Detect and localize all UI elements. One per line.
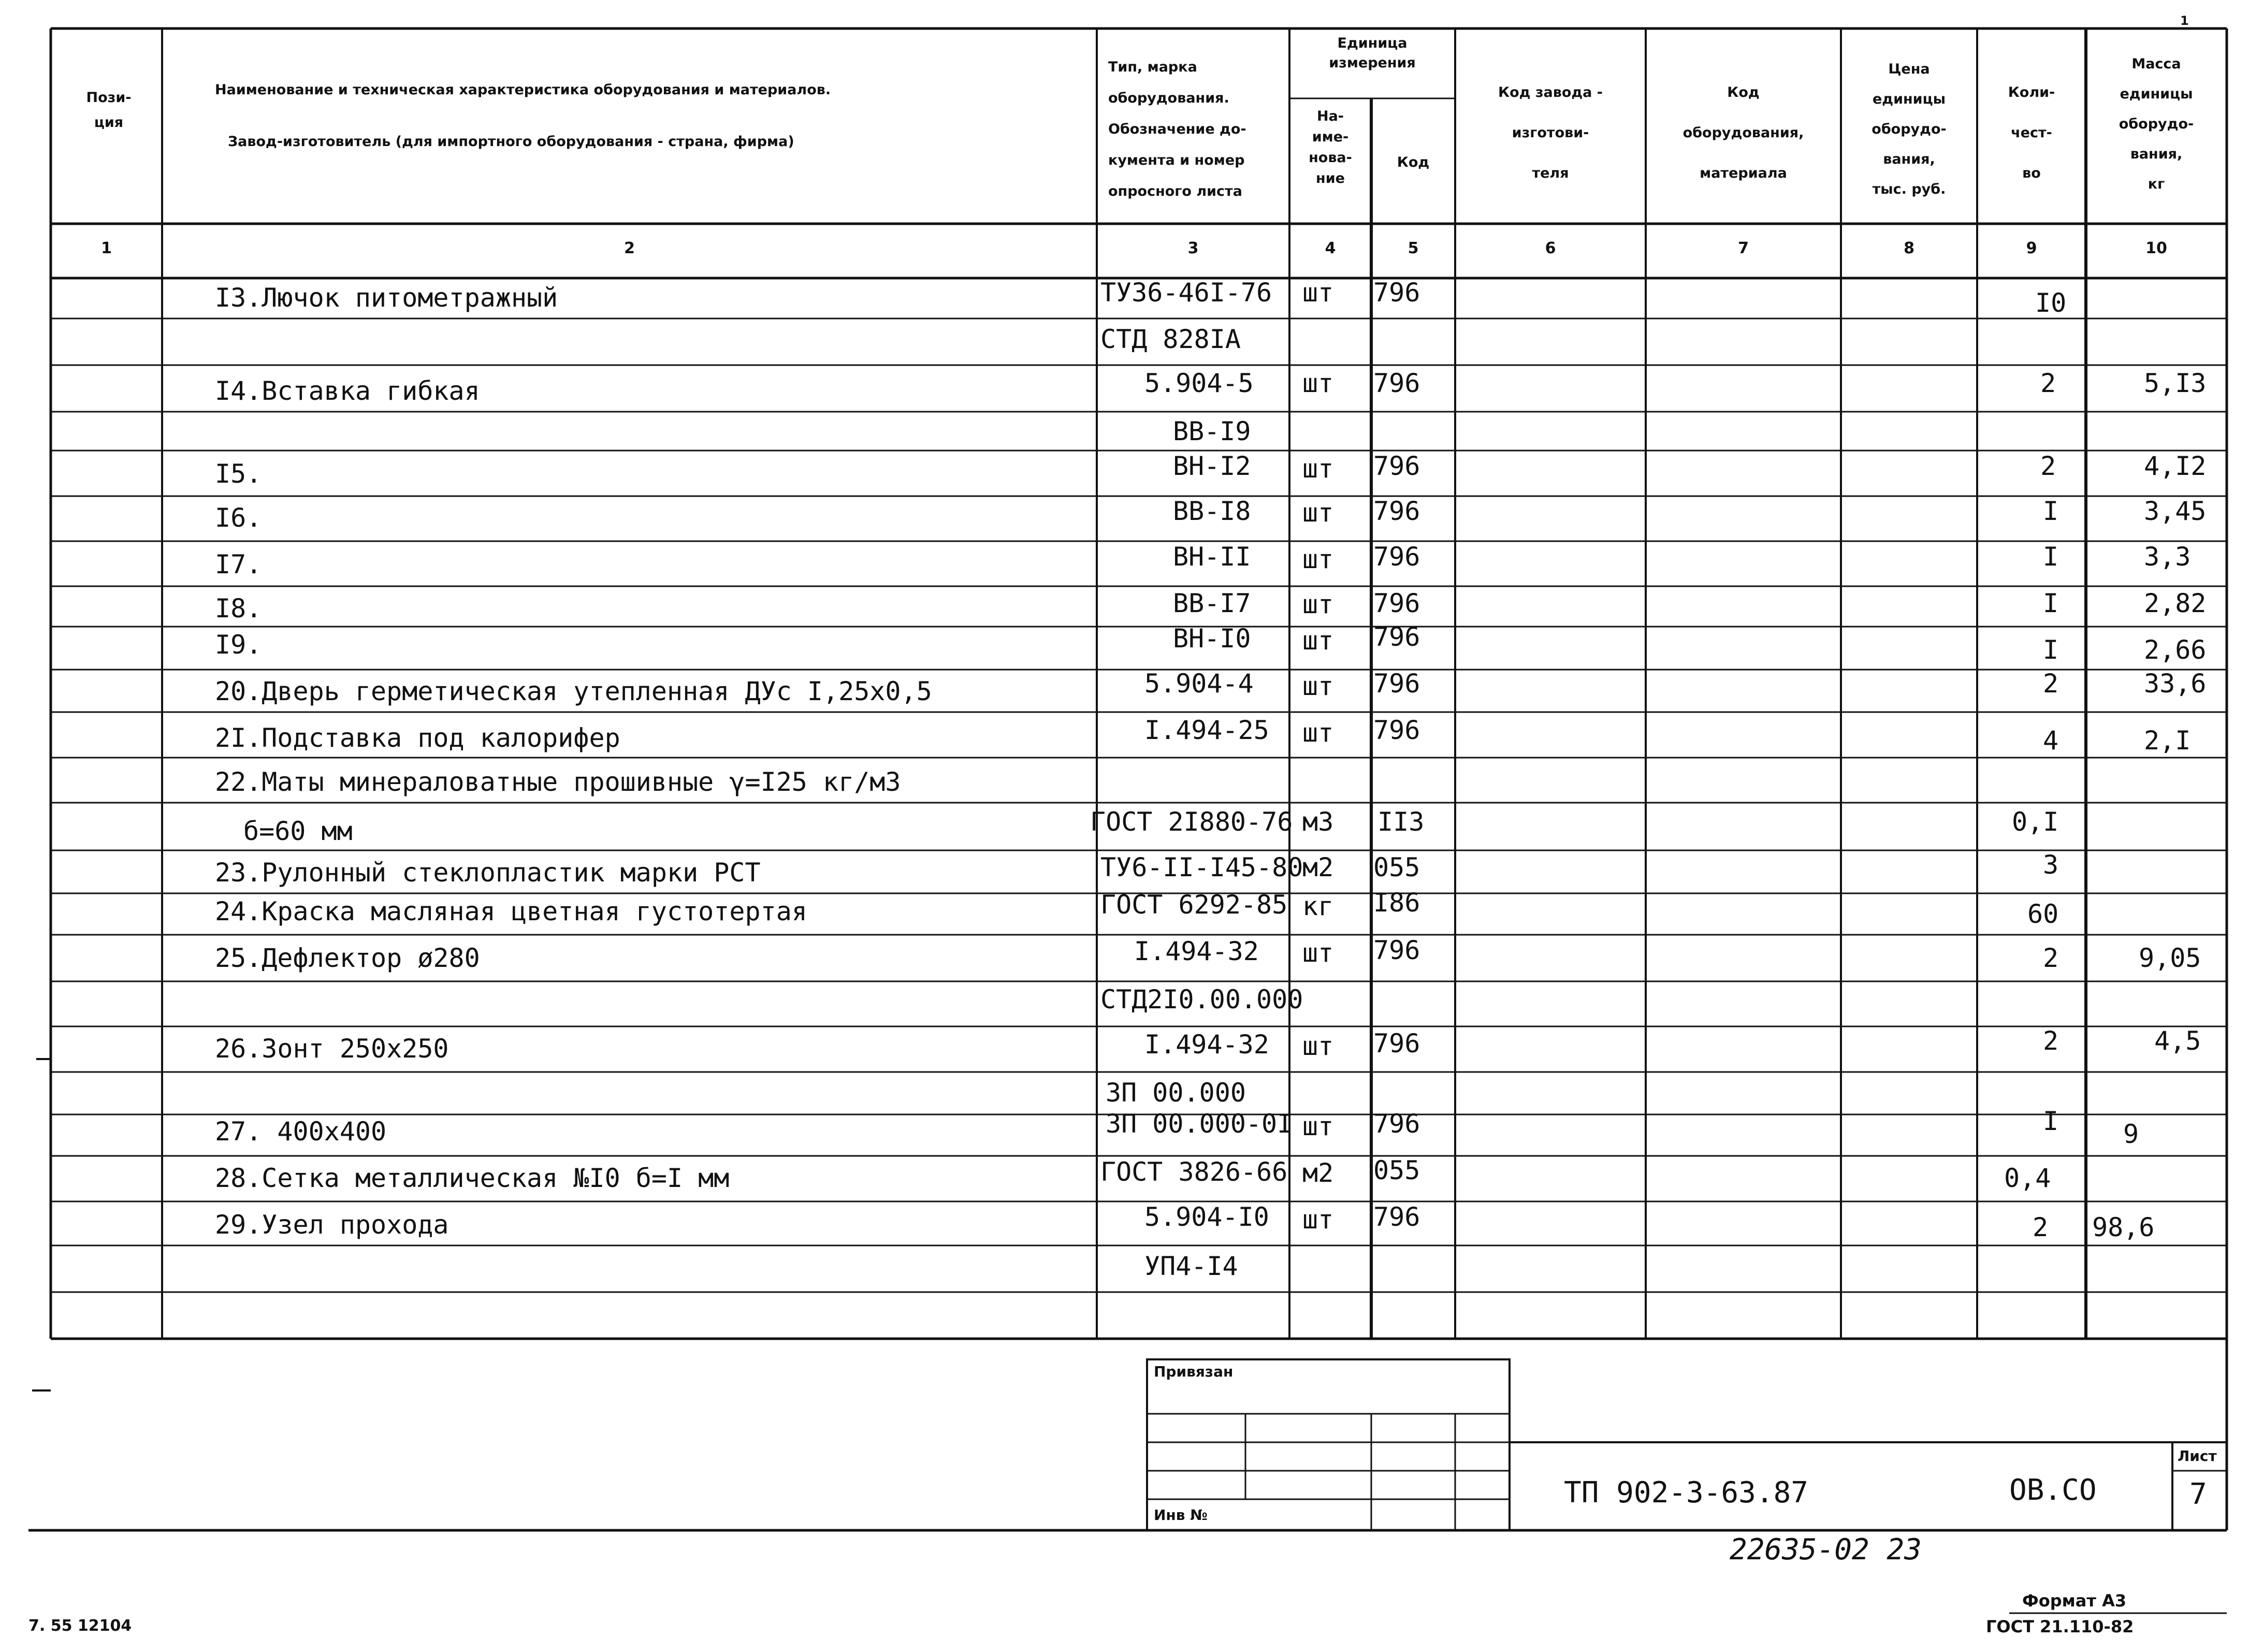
- column-number: 1: [101, 239, 112, 257]
- header-factory-code: Код завода - изготови- теля: [1498, 84, 1603, 181]
- row-name: I5.: [215, 459, 262, 489]
- stamp-privyazan: Привязан: [1154, 1363, 1234, 1380]
- row-code: 796: [1373, 368, 1420, 398]
- row-code: I86: [1373, 888, 1420, 918]
- row-qty: I: [2043, 635, 2059, 665]
- row-name: б=60 мм: [243, 816, 353, 846]
- gost-label: ГОСТ 21.110-82: [1986, 1617, 2134, 1636]
- row-code: 796: [1373, 588, 1420, 618]
- row-type: СТД2I0.00.000: [1100, 984, 1303, 1015]
- stamp-inventory: Инв №: [1154, 1506, 1208, 1524]
- row-type: ТУ6-II-I45-80: [1100, 852, 1303, 882]
- row-name: I9.: [215, 630, 262, 660]
- row-unit: шт: [1302, 1031, 1334, 1061]
- row-code: 796: [1373, 1109, 1420, 1139]
- row-name: 25.Дефлектор ø280: [215, 943, 480, 973]
- row-unit: шт: [1302, 368, 1334, 398]
- row-unit: шт: [1302, 498, 1334, 528]
- header-position: Пози- ция: [86, 90, 132, 131]
- row-name: I8.: [215, 593, 262, 624]
- row-code: 796: [1373, 669, 1420, 699]
- sheet-label: Лист: [2178, 1447, 2217, 1465]
- row-qty: I: [2043, 496, 2059, 526]
- row-unit: м2: [1302, 852, 1334, 882]
- left-code: 7. 55 12104: [28, 1617, 132, 1635]
- row-code: 796: [1373, 496, 1420, 526]
- sheet-number: 7: [2189, 1477, 2207, 1511]
- row-unit: м2: [1302, 1158, 1334, 1188]
- row-type: ГОСТ 3826-66: [1100, 1157, 1288, 1187]
- row-code: 796: [1373, 278, 1420, 308]
- row-type: I.494-25: [1144, 715, 1269, 745]
- row-name: I3.Лючок питометражный: [215, 283, 558, 313]
- column-number: 2: [624, 239, 635, 257]
- column-number: 4: [1325, 239, 1336, 257]
- row-code: 796: [1373, 1028, 1420, 1059]
- header-unit-name: На- име- нова- ние: [1309, 108, 1352, 186]
- row-code: 796: [1373, 622, 1420, 652]
- row-mass: 2,66: [2144, 635, 2207, 665]
- row-qty: 60: [2027, 899, 2059, 929]
- row-type: 5.904-I0: [1144, 1202, 1269, 1232]
- header-unit: Единица измерения: [1329, 35, 1416, 71]
- row-code: 796: [1373, 542, 1420, 572]
- row-mass: 3,3: [2144, 542, 2191, 572]
- row-unit: шт: [1302, 1111, 1334, 1141]
- row-mass: 2,I: [2144, 726, 2191, 756]
- row-type: ВН-II: [1173, 542, 1251, 572]
- row-qty: I0: [2035, 288, 2067, 318]
- column-number: 5: [1408, 239, 1419, 257]
- row-unit: шт: [1302, 938, 1334, 968]
- row-name: 20.Дверь герметическая утепленная ДУс I,25х0,5: [215, 676, 932, 706]
- row-type: ВН-I0: [1173, 624, 1251, 654]
- row-unit: шт: [1302, 454, 1334, 484]
- row-code: II3: [1377, 807, 1425, 837]
- row-unit: шт: [1302, 718, 1334, 748]
- row-code: 796: [1373, 1202, 1420, 1232]
- row-qty: 0,I: [2012, 807, 2059, 837]
- section-code: ОВ.СО: [2009, 1473, 2097, 1507]
- row-name: 2I.Подставка под калорифер: [215, 723, 620, 753]
- corner-mark: 1: [2180, 13, 2189, 28]
- row-name: 22.Маты минераловатные прошивные γ=I25 кг/м3: [215, 767, 901, 797]
- header-mass: Масса единицы оборудо- вания, кг: [2119, 56, 2194, 192]
- row-name: 27. 400х400: [215, 1117, 387, 1147]
- document-number: ТП 902-3-63.87: [1564, 1476, 1809, 1510]
- archive-number: 22635-02 23: [1730, 1533, 1922, 1567]
- row-type: ВВ-I7: [1173, 588, 1251, 618]
- header-quantity: Коли- чест- во: [2008, 84, 2055, 181]
- column-number: 9: [2026, 239, 2037, 257]
- row-code: 055: [1373, 1155, 1420, 1185]
- row-mass: 4,I2: [2144, 451, 2207, 481]
- row-qty: 2: [2043, 669, 2059, 699]
- row-qty: 2: [2043, 1026, 2059, 1056]
- column-number: 7: [1738, 239, 1749, 257]
- row-name: I6.: [215, 503, 262, 533]
- row-unit: шт: [1302, 589, 1334, 619]
- row-name: 24.Краска масляная цветная густотертая: [215, 896, 807, 926]
- row-qty: I: [2043, 542, 2059, 572]
- row-type: 5.904-5: [1144, 368, 1254, 398]
- row-unit: шт: [1302, 1205, 1334, 1235]
- row-type: ГОСТ 2I880-76: [1090, 807, 1293, 837]
- row-type: I.494-32: [1134, 936, 1259, 966]
- row-qty: 4: [2043, 726, 2059, 756]
- row-type: ВН-I2: [1173, 451, 1251, 481]
- row-name: I4.Вставка гибкая: [215, 376, 480, 406]
- header-name-line1: Наименование и техническая характеристика оборудования и материалов.: [215, 82, 831, 98]
- row-type: ВВ-I9: [1173, 416, 1251, 446]
- row-name: 29.Узел прохода: [215, 1210, 449, 1240]
- row-name: I7.: [215, 549, 262, 579]
- row-unit: шт: [1302, 626, 1334, 656]
- header-price: Цена единицы оборудо- вания, тыс. руб.: [1872, 61, 1947, 197]
- row-mass: 9: [2123, 1119, 2139, 1149]
- row-mass: 5,I3: [2144, 368, 2207, 398]
- row-type: ЗП 00.000-0I: [1106, 1109, 1293, 1139]
- column-number: 10: [2145, 239, 2167, 257]
- row-mass: 2,82: [2144, 588, 2207, 618]
- row-type: ЗП 00.000: [1106, 1078, 1246, 1108]
- row-qty: 2: [2043, 943, 2059, 973]
- header-type: Тип, марка оборудования. Обозначение до- кумента и номер опросного листа: [1108, 59, 1246, 199]
- row-code: 796: [1373, 935, 1420, 965]
- row-type: I.494-32: [1144, 1030, 1269, 1060]
- row-unit: м3: [1302, 807, 1334, 837]
- row-mass: 4,5: [2154, 1026, 2201, 1056]
- column-number: 3: [1187, 239, 1199, 257]
- column-number: 8: [1904, 239, 1914, 257]
- row-name: 26.Зонт 250х250: [215, 1034, 449, 1064]
- format-label: Формат А3: [2022, 1591, 2127, 1611]
- row-code: 796: [1373, 451, 1420, 481]
- row-mass: 33,6: [2144, 669, 2207, 699]
- row-qty: 2: [2040, 451, 2056, 481]
- row-qty: I: [2043, 588, 2059, 618]
- row-type: УП4-I4: [1144, 1251, 1238, 1281]
- row-mass: 3,45: [2144, 496, 2207, 526]
- row-type: ТУ36-46I-76: [1100, 278, 1272, 308]
- row-type: СТД 828IA: [1100, 324, 1241, 354]
- header-equipment-code: Код оборудования, материала: [1682, 84, 1804, 181]
- header-unit-code: Код: [1397, 154, 1430, 170]
- row-unit: кг: [1302, 891, 1334, 921]
- row-name: 23.Рулонный стеклопластик марки РСТ: [215, 858, 761, 888]
- row-qty: 3: [2043, 850, 2059, 880]
- row-type: ГОСТ 6292-85: [1100, 890, 1288, 920]
- header-name-line2: Завод-изготовитель (для импортного оборудования - страна, фирма): [228, 134, 794, 150]
- row-mass: 98,6: [2092, 1212, 2155, 1242]
- row-qty: 2: [2033, 1212, 2049, 1242]
- row-qty: I: [2043, 1106, 2059, 1136]
- row-name: 28.Сетка металлическая №I0 б=I мм: [215, 1163, 730, 1193]
- row-mass: 9,05: [2139, 943, 2201, 973]
- row-code: 796: [1373, 715, 1420, 745]
- row-type: ВВ-I8: [1173, 496, 1251, 526]
- row-qty: 2: [2040, 368, 2056, 398]
- column-number: 6: [1545, 239, 1556, 257]
- row-unit: шт: [1302, 544, 1334, 574]
- row-unit: шт: [1302, 278, 1334, 308]
- row-type: 5.904-4: [1144, 669, 1254, 699]
- row-unit: шт: [1302, 671, 1334, 701]
- row-qty: 0,4: [2004, 1163, 2051, 1193]
- row-code: 055: [1373, 852, 1420, 882]
